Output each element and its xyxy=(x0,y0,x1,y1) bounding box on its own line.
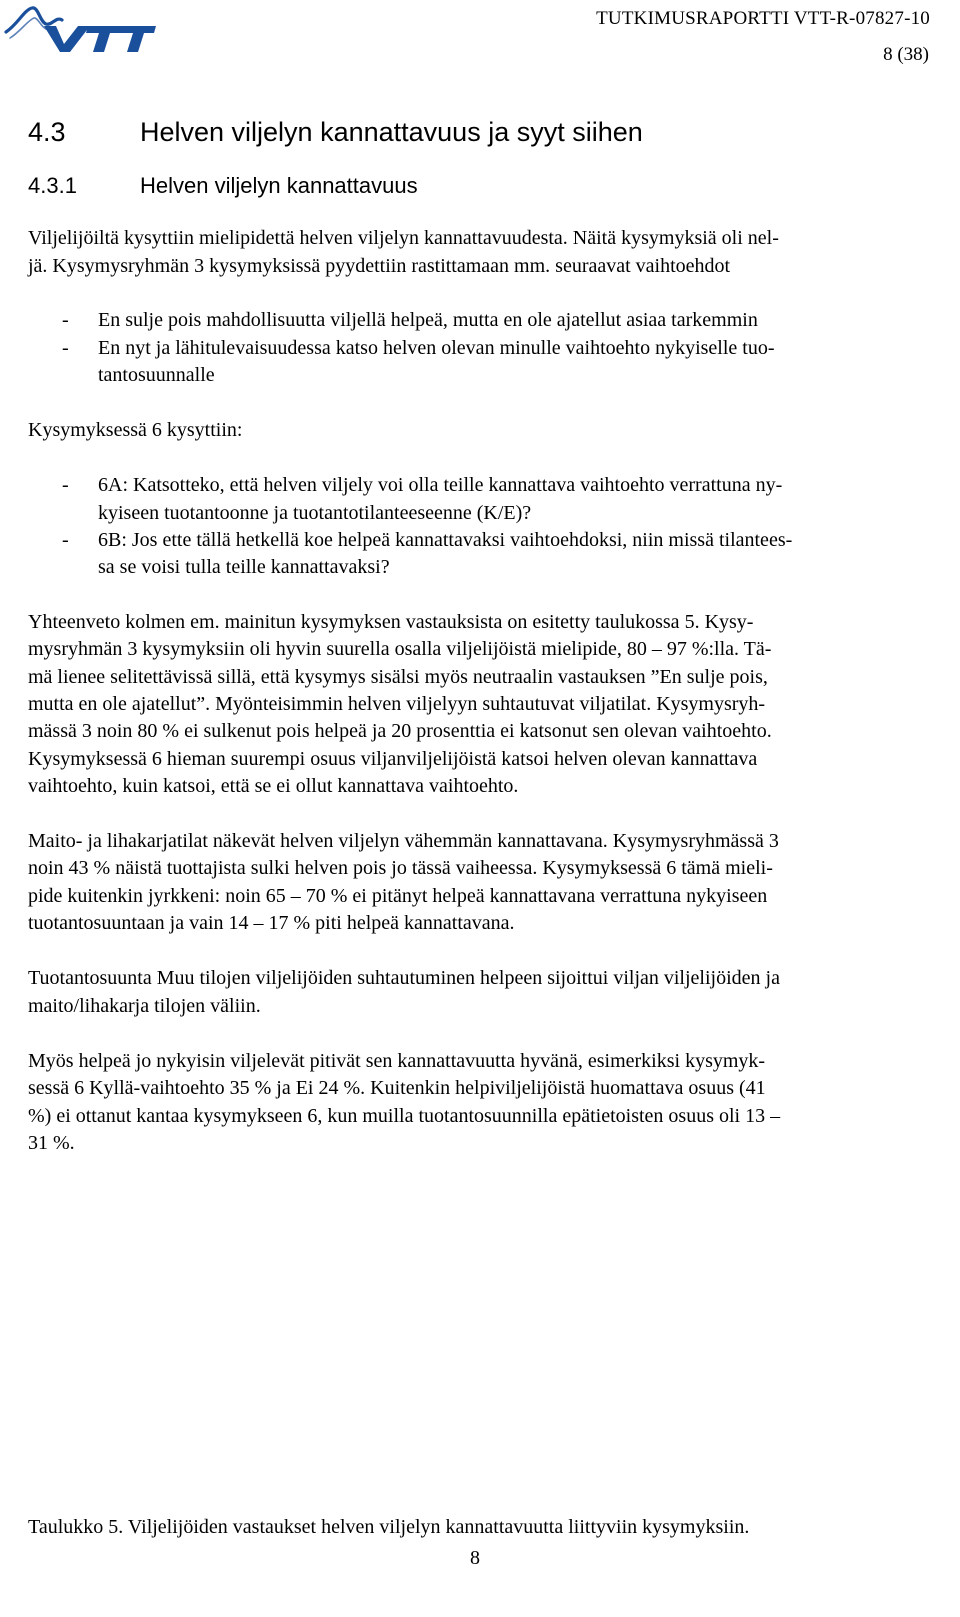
subsection-number: 4.3.1 xyxy=(28,173,77,198)
text-line: Viljelijöiltä kysyttiin mielipidettä helven viljelyn kannattavuudesta. Näitä kysymyksiä oli nel- xyxy=(28,227,779,249)
bullet-dash: - xyxy=(62,474,69,496)
text-line: jä. Kysymysryhmän 3 kysymyksissä pyydettiin rastittamaan mm. seuraavat vaihtoehdot xyxy=(28,255,731,277)
list-item-text: En sulje pois mahdollisuutta viljellä helpeä, mutta en ole ajatellut asiaa tarkemmin xyxy=(98,309,758,331)
text-line: Kysymyksessä 6 kysyttiin: xyxy=(28,419,243,441)
list-item-text: 6A: Katsotteko, että helven viljely voi olla teille kannattava vaihtoehto verrattuna ny- xyxy=(98,474,783,496)
text-line: sessä 6 Kyllä-vaihtoehto 35 % ja Ei 24 %. Kuitenkin helpiviljelijöistä huomattava osuus (41 xyxy=(28,1077,766,1099)
text-line: Tuotantosuunta Muu tilojen viljelijöiden suhtautuminen helpeen sijoittui viljan viljelijöiden ja xyxy=(28,967,780,989)
section-title: Helven viljelyn kannattavuus ja syyt siihen xyxy=(140,117,643,147)
subsection-title: Helven viljelyn kannattavuus xyxy=(140,173,418,198)
text-line: Maito- ja lihakarjatilat näkevät helven viljelyn vähemmän kannattavana. Kysymysryhmässä 3 xyxy=(28,830,779,852)
text-line: mysryhmän 3 kysymyksiin oli hyvin suurella osalla viljelijöistä mielipide, 80 – 97 %:lla. Tä- xyxy=(28,638,772,660)
text-line: tuotantosuuntaan ja vain 14 – 17 % piti helpeä kannattavana. xyxy=(28,912,515,934)
section-heading xyxy=(28,117,643,148)
bullet-dash: - xyxy=(62,309,69,331)
text-line: maito/lihakarja tilojen väliin. xyxy=(28,995,261,1017)
list-item-text: En nyt ja lähitulevaisuudessa katso helven olevan minulle vaihtoehto nykyiselle tuo- xyxy=(98,337,775,359)
text-line: mutta en ole ajatellut”. Myönteisimmin helven viljelyyn suhtautuvat viljatilat. Kysymysryh- xyxy=(28,693,766,715)
list-item-text: sa se voisi tulla teille kannattavaksi? xyxy=(98,556,390,578)
footer-page-number: 8 xyxy=(470,1547,480,1569)
list-item-text: 6B: Jos ette tällä hetkellä koe helpeä kannattavaksi vaihtoehdoksi, niin missä tilantees- xyxy=(98,529,793,551)
text-line: Kysymyksessä 6 hieman suurempi osuus viljanviljelijöistä katsoi helven olevan kannattava xyxy=(28,748,758,770)
text-line: noin 43 % näistä tuottajista sulki helven pois jo tässä vaiheessa. Kysymyksessä 6 tämä mieli- xyxy=(28,857,773,879)
vtt-wordmark xyxy=(44,26,156,52)
list-item-text: tantosuunnalle xyxy=(98,364,215,386)
section-number: 4.3 xyxy=(28,117,66,147)
text-line: Myös helpeä jo nykyisin viljelevät pitivät sen kannattavuutta hyvänä, esimerkiksi kysymyk- xyxy=(28,1050,766,1072)
text-line: pide kuitenkin jyrkkeni: noin 65 – 70 % ei pitänyt helpeä kannattavana verrattuna nykyiseen xyxy=(28,885,768,907)
page-count: 8 (38) xyxy=(883,44,929,65)
text-line: Yhteenveto kolmen em. mainitun kysymyksen vastauksista on esitetty taulukossa 5. Kysy- xyxy=(28,611,754,633)
text-line: 31 %. xyxy=(28,1132,75,1154)
list-item-text: kyiseen tuotantoonne ja tuotantotilanteeseenne (K/E)? xyxy=(98,502,532,524)
text-line: %) ei ottanut kantaa kysymykseen 6, kun muilla tuotantosuunnilla epätietoisten osuus oli 13 – xyxy=(28,1105,781,1127)
report-id: TUTKIMUSRAPORTTI VTT-R-07827-10 xyxy=(596,8,930,29)
table-caption: Taulukko 5. Viljelijöiden vastaukset helven viljelyn kannattavuutta liittyviin kysymyksiin. xyxy=(28,1516,750,1538)
subsection-heading xyxy=(28,173,418,199)
text-line: mä lienee selitettävissä sillä, että kysymys sisälsi myös neutraalin vastauksen ”En sulje pois, xyxy=(28,666,768,688)
text-line: mässä 3 noin 80 % ei sulkenut pois helpeä ja 20 prosenttia ei katsonut sen olevan vaihtoehto. xyxy=(28,720,772,742)
text-line: vaihtoehto, kuin katsoi, että se ei ollut kannattava vaihtoehto. xyxy=(28,775,519,797)
vtt-logo xyxy=(4,2,156,54)
bullet-dash: - xyxy=(62,529,69,551)
bullet-dash: - xyxy=(62,337,69,359)
